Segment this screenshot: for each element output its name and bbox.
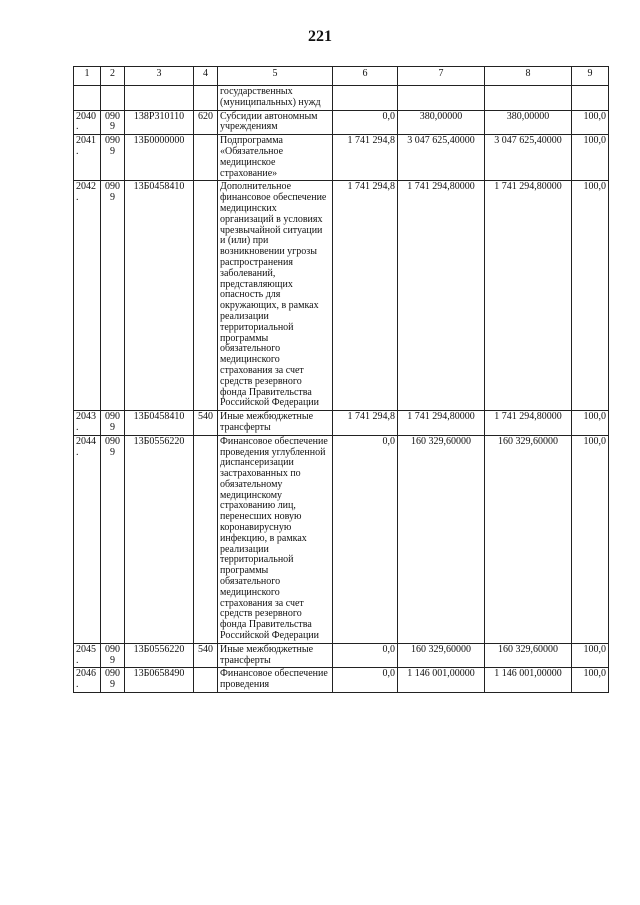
value-col-6: 0,0 (333, 110, 398, 135)
target-article-code: 13Б0458410 (125, 181, 194, 411)
percent-col-9: 100,0 (572, 411, 609, 436)
expense-type-code (194, 135, 218, 181)
section-code: 0909 (101, 181, 125, 411)
value-col-7: 380,00000 (398, 110, 485, 135)
value-col-8: 160 329,60000 (485, 643, 572, 668)
header-row (74, 67, 609, 86)
value-col-6: 1 741 294,8 (333, 135, 398, 181)
expense-type-code (194, 668, 218, 693)
value-col-8: 160 329,60000 (485, 435, 572, 643)
row-number: 2040. (74, 110, 101, 135)
col-header-1: 1 (74, 67, 101, 86)
row-number (74, 86, 101, 111)
col-header-4: 4 (194, 67, 218, 86)
target-article-code: 138Р310110 (125, 110, 194, 135)
col-header-2: 2 (101, 67, 125, 86)
expense-type-code: 540 (194, 411, 218, 436)
page-number: 221 (308, 28, 332, 45)
value-col-7: 1 741 294,80000 (398, 181, 485, 411)
expense-type-code: 620 (194, 110, 218, 135)
table-row (74, 181, 609, 411)
expense-type-code (194, 435, 218, 643)
table-row (74, 110, 609, 135)
value-col-6: 0,0 (333, 668, 398, 693)
item-name: Иные межбюджетные трансферты (218, 643, 333, 668)
value-col-7: 1 741 294,80000 (398, 411, 485, 436)
section-code: 0909 (101, 435, 125, 643)
row-number: 2046. (74, 668, 101, 693)
item-name: Субсидии автономным учреждениям (218, 110, 333, 135)
table-row (74, 668, 609, 693)
col-header-9: 9 (572, 67, 609, 86)
percent-col-9: 100,0 (572, 643, 609, 668)
percent-col-9: 100,0 (572, 668, 609, 693)
value-col-6: 1 741 294,8 (333, 181, 398, 411)
row-number: 2041. (74, 135, 101, 181)
percent-col-9: 100,0 (572, 435, 609, 643)
item-name: Подпрограмма «Обязательное медицинское страхование» (218, 135, 333, 181)
item-name: Иные межбюджетные трансферты (218, 411, 333, 436)
section-code (101, 86, 125, 111)
expense-type-code (194, 181, 218, 411)
col-header-7: 7 (398, 67, 485, 86)
value-col-6: 0,0 (333, 643, 398, 668)
table-row (74, 135, 609, 181)
target-article-code (125, 86, 194, 111)
value-col-8: 3 047 625,40000 (485, 135, 572, 181)
value-col-8: 1 146 001,00000 (485, 668, 572, 693)
section-code: 0909 (101, 135, 125, 181)
value-col-7: 1 146 001,00000 (398, 668, 485, 693)
section-code: 0909 (101, 110, 125, 135)
value-col-6: 0,0 (333, 435, 398, 643)
target-article-code: 13Б0658490 (125, 668, 194, 693)
row-number: 2045. (74, 643, 101, 668)
value-col-6: 1 741 294,8 (333, 411, 398, 436)
row-number: 2044. (74, 435, 101, 643)
value-col-6 (333, 86, 398, 111)
value-col-7: 160 329,60000 (398, 435, 485, 643)
col-header-6: 6 (333, 67, 398, 86)
item-name: Финансовое обеспечение проведения (218, 668, 333, 693)
value-col-8: 1 741 294,80000 (485, 411, 572, 436)
col-header-8: 8 (485, 67, 572, 86)
percent-col-9: 100,0 (572, 135, 609, 181)
table-row (74, 86, 609, 111)
table-row (74, 411, 609, 436)
item-name: Финансовое обеспечение проведения углубленной диспансеризации застрахованных по обязательному медицинскому страхованию лиц, перенесших новую коронавирусную инфекцию, в рамках реализации территориальной программы обязательного медицинского страхования за счет средств резервного фонда Правительства Российской Федерации (218, 435, 333, 643)
value-col-7 (398, 86, 485, 111)
budget-table (73, 66, 609, 693)
row-number: 2043. (74, 411, 101, 436)
value-col-8: 1 741 294,80000 (485, 181, 572, 411)
table-row (74, 643, 609, 668)
value-col-7: 3 047 625,40000 (398, 135, 485, 181)
percent-col-9: 100,0 (572, 181, 609, 411)
target-article-code: 13Б0556220 (125, 435, 194, 643)
value-col-8 (485, 86, 572, 111)
percent-col-9: 100,0 (572, 110, 609, 135)
section-code: 0909 (101, 668, 125, 693)
target-article-code: 13Б0000000 (125, 135, 194, 181)
expense-type-code (194, 86, 218, 111)
col-header-5: 5 (218, 67, 333, 86)
item-name: Дополнительное финансовое обеспечение медицинских организаций в условиях чрезвычайной ситуации и (или) при возникновении угрозы распространения заболеваний, представляющих опасность для окружающих, в рамках реализации территориальной программы обязательного медицинского страхования за счет средств резервного фонда Правительства Российской Федерации (218, 181, 333, 411)
col-header-3: 3 (125, 67, 194, 86)
section-code: 0909 (101, 411, 125, 436)
value-col-8: 380,00000 (485, 110, 572, 135)
section-code: 0909 (101, 643, 125, 668)
percent-col-9 (572, 86, 609, 111)
value-col-7: 160 329,60000 (398, 643, 485, 668)
table-row (74, 435, 609, 643)
row-number: 2042. (74, 181, 101, 411)
item-name: государственных (муниципальных) нужд (218, 86, 333, 111)
target-article-code: 13Б0556220 (125, 643, 194, 668)
expense-type-code: 540 (194, 643, 218, 668)
target-article-code: 13Б0458410 (125, 411, 194, 436)
